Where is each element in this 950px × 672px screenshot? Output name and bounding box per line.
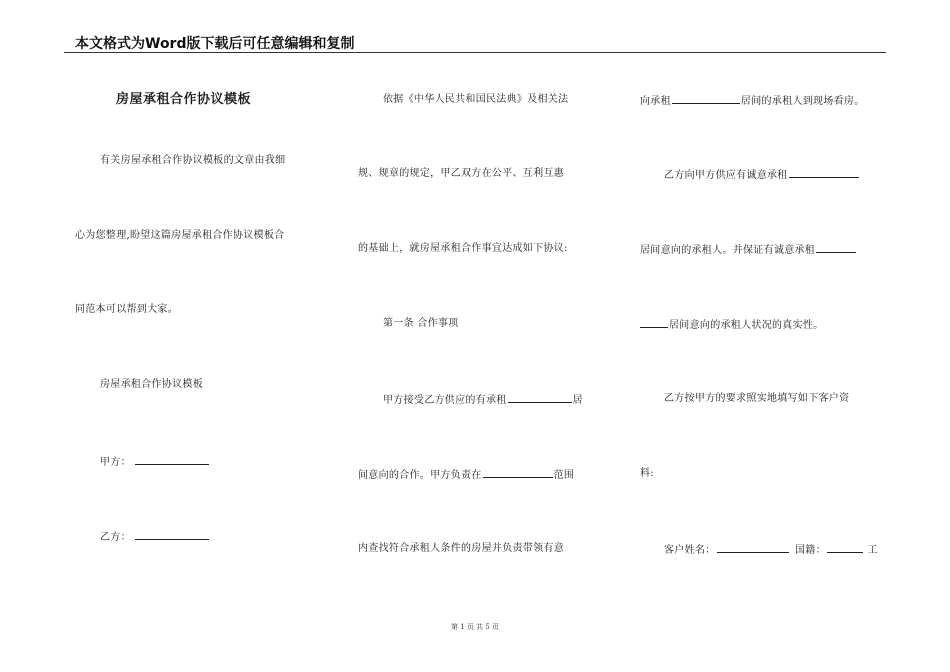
clause-line-1	[640, 94, 865, 108]
intro-line-1: 有关房屋承租合作协议模板的文章由我细	[100, 155, 286, 166]
party-b-row	[100, 530, 210, 544]
article-1-heading: 第一条 合作事项	[383, 318, 459, 329]
clause-line-4	[640, 318, 824, 332]
party-b-label: 乙方：	[100, 532, 131, 543]
article-1-line-2-end: 范围	[553, 470, 575, 481]
intro-line-3: 同范本可以帮到大家。	[75, 304, 178, 315]
header-rule	[64, 52, 886, 53]
nationality-label: 国籍：	[794, 545, 826, 556]
area-blank	[483, 468, 553, 478]
article-1-line-3: 内查找符合承租人条件的房屋并负责带领有意	[358, 543, 564, 554]
clause-line-3	[640, 243, 857, 257]
page-header: 本文格式为Word版下载后可任意编辑和复制	[75, 36, 355, 52]
article-1-line-1-end: 居	[572, 395, 583, 406]
clause-line-3-text: 居间意向的承租人。并保证有诚意承租	[640, 245, 816, 256]
preamble-line-3: 的基础上，就房屋承租合作事宜达成如下协议:	[358, 243, 568, 254]
party-b-blank	[135, 530, 209, 540]
work-label-partial: 工	[867, 545, 878, 556]
clause-line-2	[664, 168, 860, 182]
clause-line-4-text: 居间意向的承租人状况的真实性。	[669, 320, 824, 331]
page-footer: 第 1 页 共 5 页	[450, 623, 500, 631]
customer-name-blank	[717, 543, 789, 553]
party-a-row	[100, 455, 210, 469]
rental-blank-1	[508, 393, 572, 403]
rental-blank-3	[789, 168, 859, 178]
article-1-line-1-text: 甲方接受乙方供应的有承租	[383, 395, 507, 406]
intro-line-2: 心为您整理,盼望这篇房屋承租合作协议模板合	[75, 230, 285, 241]
party-a-blank	[135, 455, 209, 465]
article-1-line-1	[383, 393, 583, 407]
rental-blank-5	[640, 318, 668, 328]
agreement-subtitle: 房屋承租合作协议模板	[100, 379, 203, 390]
clause-line-1-end: 居间的承租人到现场看房。	[740, 96, 865, 107]
clause-line-1-text: 向承租	[640, 96, 671, 107]
nationality-blank	[827, 543, 863, 553]
customer-info-row	[664, 543, 878, 557]
rental-blank-4	[816, 243, 856, 253]
preamble-line-1: 依据《中华人民共和国民法典》及相关法	[383, 94, 569, 105]
clause-line-5: 乙方按甲方的要求照实地填写如下客户资	[664, 393, 850, 404]
customer-name-label: 客户姓名：	[664, 545, 716, 556]
rental-blank-2	[672, 94, 740, 104]
document-title: 房屋承租合作协议模板	[116, 92, 252, 107]
article-1-line-2	[358, 468, 574, 482]
clause-line-2-text: 乙方向甲方供应有诚意承租	[664, 170, 788, 181]
preamble-line-2: 规、规章的规定，甲乙双方在公平、互利互惠	[358, 168, 564, 179]
clause-line-6: 料:	[640, 468, 654, 479]
party-a-label: 甲方：	[100, 457, 131, 468]
article-1-line-2-text: 间意向的合作。甲方负责在	[358, 470, 482, 481]
